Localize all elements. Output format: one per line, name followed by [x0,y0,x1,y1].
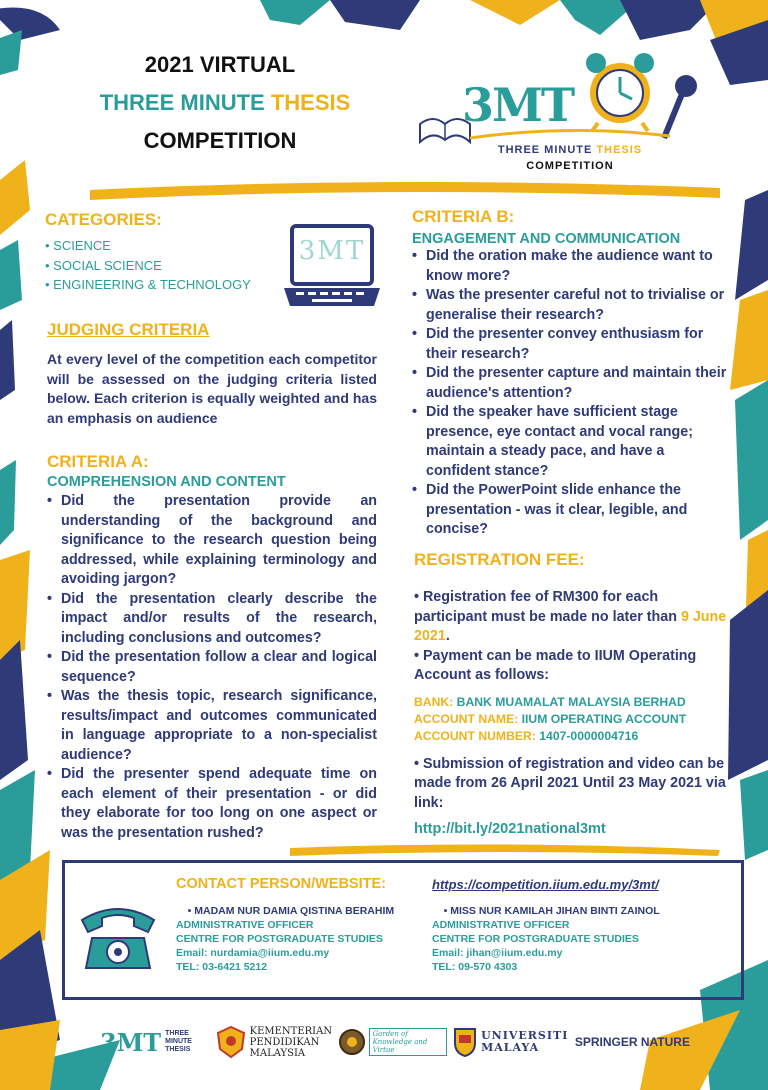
account-number-line: ACCOUNT NUMBER: 1407-0000004716 [414,728,639,743]
contact-heading: CONTACT PERSON/WEBSITE: [176,876,386,892]
category-item: • SCIENCE [45,238,111,253]
title-line-1: 2021 VIRTUAL [144,52,296,77]
alarm-clock-icon [580,45,660,133]
registration-heading: REGISTRATION FEE: [414,550,585,569]
judging-heading: JUDGING CRITERIA [47,320,210,339]
logo-tagline-b: THESIS [596,144,643,156]
logo-tagline [480,144,660,156]
logo-mark: 3MT [462,78,574,132]
person-1-tel: TEL: 03-6421 5212 [176,961,268,973]
account-name-line: ACCOUNT NAME: IIUM OPERATING ACCOUNT [414,711,687,726]
criteria-b-subheading: ENGAGEMENT AND COMMUNICATION [412,231,681,247]
contact-website-link[interactable]: https://competition.iium.edu.my/3mt/ [432,877,659,892]
criteria-a-subheading: COMPREHENSION AND CONTENT [47,474,286,490]
person-2-role: ADMINISTRATIVE OFFICER [432,919,570,931]
categories-list [45,236,295,295]
registration-link[interactable]: http://bit.ly/2021national3mt [414,821,606,837]
criteria-b-item: • Did the presenter capture and maintain their audience's attention? [412,364,732,403]
criteria-a-section [47,452,377,843]
criteria-a-list [47,492,377,843]
footer-um-logo [453,1027,568,1057]
person-2-tel: TEL: 09-570 4303 [432,961,518,973]
person-1-name: • MADAM NUR DAMIA QISTINA BERAHIM [176,905,395,917]
criteria-a-heading: CRITERIA A: [47,452,149,471]
contact-person-2 [432,904,722,974]
laptop-screen-text: 3MT [298,236,366,266]
criteria-b-section [412,207,732,540]
footer-3mt-mark: 3MT [100,1027,162,1057]
category-item: • SOCIAL SCIENCE [45,257,162,273]
fee-text: • Registration fee of RM300 for each participant must be made no later than [414,589,677,625]
payment-text: • Payment can be made to IIUM Operating Account as follows: [414,647,697,683]
um-shield-icon [453,1027,477,1057]
category-item: • ENGINEERING & TECHNOLOGY [45,277,251,292]
person-1-dept: CENTRE FOR POSTGRADUATE STUDIES [176,933,383,945]
logo-tagline-2: COMPETITION [526,160,614,172]
um-text: UNIVERSITI MALAYA [481,1029,569,1054]
criteria-b-item: • Did the oration make the audience want to know more? [412,247,732,286]
iium-caption-box [369,1028,447,1056]
iium-caption: Garden of Knowledge and Virtue [372,1030,428,1054]
title-line-2a: THREE MINUTE [99,90,265,115]
criteria-a-item: • Did the presentation follow a clear and logical sequence? [47,648,377,687]
swoosh-icon [470,128,670,144]
deadline: 9 June 2021 [414,608,727,644]
footer-3mt-logo [100,1028,209,1057]
judging-text: At every level of the competition each competitor will be assessed on the judging criteria listed below. Each criterion is equally weighted and has an emphasis on audience [47,351,377,426]
criteria-a-item: • Was the thesis topic, research significance, results/impact and outcomes communicated in language appropriate to a non-specialist audience? [47,687,377,765]
springer-text: SPRINGER NATURE [574,1035,690,1049]
registration-section [414,550,734,837]
bank-details [414,694,734,745]
telephone-icon [78,898,158,972]
submission-text: • Submission of registration and video can be made from 26 April 2021 Until 23 May 2021 via link: [414,755,726,811]
categories-heading: CATEGORIES: [45,210,162,229]
footer-3mt-text: THREE MINUTE THESIS [165,1030,192,1053]
criteria-b-heading: CRITERIA B: [412,207,515,226]
criteria-a-item: • Did the presenter spend adequate time on each element of their presentation - or did they elaborate for too long on one aspect or was the presentation rushed? [47,765,377,843]
criteria-b-item: • Did the speaker have sufficient stage presence, eye contact and vocal range; maintain a steady pace, and have a confident stance? [412,403,732,481]
iium-emblem-icon [339,1027,365,1057]
criteria-b-item: • Did the PowerPoint slide enhance the presentation - was it clear, legible, and concise? [412,481,732,540]
person-1-email[interactable]: Email: nurdamia@iium.edu.my [176,947,330,959]
footer-logos [100,1018,690,1066]
title-line-2b: THESIS [270,90,351,115]
person-2-dept: CENTRE FOR POSTGRADUATE STUDIES [432,933,639,945]
kpm-text: KEMENTERIAN PENDIDIKAN MALAYSIA [249,1025,333,1059]
bank-line: BANK: BANK MUAMALAT MALAYSIA BERHAD [414,694,686,709]
footer-springer-logo [575,1035,690,1049]
title-line-3: COMPETITION [143,128,297,153]
person-1-role: ADMINISTRATIVE OFFICER [176,919,314,931]
person-2-email[interactable]: Email: jihan@iium.edu.my [432,947,563,959]
criteria-a-item: • Did the presentation provide an understanding of the background and significance to the research question being addressed, while explaining terminology and avoiding jargon? [47,492,377,590]
criteria-b-item: • Was the presenter careful not to trivialise or generalise their research? [412,286,732,325]
title-line-2 [80,90,370,116]
judging-section [47,320,377,428]
registration-fee-text [414,588,734,647]
footer-kpm-logo [216,1025,332,1059]
contact-person-1 [176,904,426,974]
criteria-b-list [412,247,732,540]
person-2-name: • MISS NUR KAMILAH JIHAN BINTI ZAINOL [432,905,660,917]
footer-iium-logo [339,1027,447,1057]
categories-section [45,210,295,295]
malaysia-crest-icon [216,1025,246,1059]
3mt-logo [410,40,700,180]
logo-tagline-a: THREE MINUTE [497,144,593,156]
criteria-b-item: • Did the presenter convey enthusiasm for their research? [412,325,732,364]
criteria-a-item: • Did the presentation clearly describe the impact and/or results of the research, including conclusions and outcomes? [47,590,377,649]
deadline-suffix: . [445,628,450,644]
